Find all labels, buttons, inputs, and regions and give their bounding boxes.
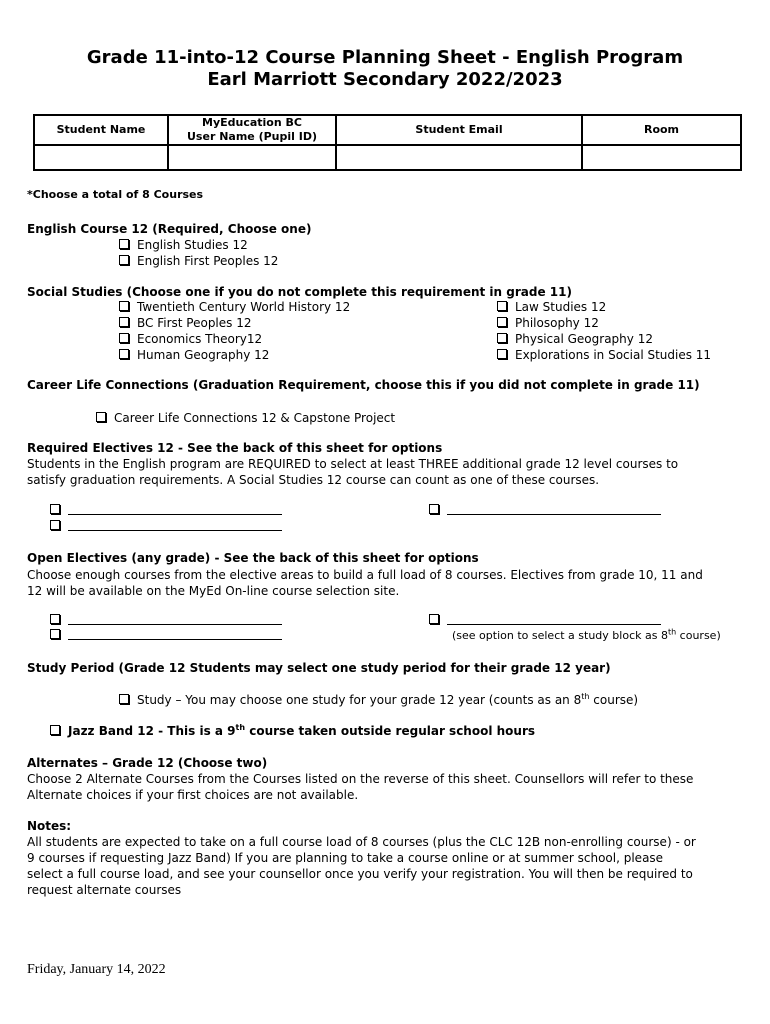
study-option-text-end: course) [589, 693, 639, 707]
checkbox-icon[interactable] [429, 504, 439, 514]
notes-text: select a full course load, and see your counsellor once you verify your registration. You will then be required to [27, 867, 693, 881]
notes-text: request alternate courses [27, 883, 182, 897]
checkbox-option[interactable] [497, 299, 606, 315]
study-option-superscript: th [581, 692, 590, 701]
jazz-superscript: th [235, 723, 246, 732]
notes-heading: Notes: [27, 819, 72, 833]
checkbox-icon[interactable] [96, 412, 106, 422]
open-electives-heading: Open Electives (any grade) - See the back of this sheet for options [27, 551, 479, 565]
checkbox-option[interactable] [497, 315, 599, 331]
checkbox-icon[interactable] [119, 255, 129, 265]
required-electives-text: Students in the English program are REQUIRED to select at least THREE additional grade 12 level courses to [27, 457, 679, 471]
option-label: English Studies 12 [137, 238, 248, 252]
blank-line[interactable] [447, 623, 661, 625]
checkbox-option[interactable] [497, 347, 711, 363]
note-text-end: course) [676, 629, 721, 642]
checkbox-icon[interactable] [429, 614, 439, 624]
checkbox-icon[interactable] [50, 629, 60, 639]
checkbox-option[interactable] [119, 331, 262, 347]
option-label: Law Studies 12 [515, 300, 607, 314]
study-option-text: Study – You may choose one study for your grade 12 year (counts as an 8 [137, 693, 582, 707]
blank-line[interactable] [447, 513, 661, 515]
pupil-id-header-line2: User Name (Pupil ID) [187, 130, 317, 143]
blank-course-line[interactable] [50, 615, 282, 625]
option-label: Economics Theory12 [137, 332, 263, 346]
student-name-header: Student Name [34, 115, 168, 145]
study-block-note [452, 628, 721, 643]
checkbox-icon[interactable] [119, 333, 129, 343]
student-name-field[interactable] [34, 145, 168, 170]
checkbox-icon[interactable] [50, 725, 60, 735]
option-label: Physical Geography 12 [515, 332, 653, 346]
open-electives-text: 12 will be available on the MyEd On-line course selection site. [27, 584, 400, 598]
checkbox-icon[interactable] [50, 504, 60, 514]
blank-course-line[interactable] [50, 505, 282, 515]
note-superscript: th [667, 627, 677, 637]
pupil-id-field[interactable] [168, 145, 336, 170]
student-email-field[interactable] [336, 145, 582, 170]
checkbox-option[interactable] [119, 347, 269, 363]
checkbox-icon[interactable] [497, 333, 507, 343]
option-label: Twentieth Century World History 12 [137, 300, 351, 314]
open-electives-text: Choose enough courses from the elective areas to build a full load of 8 courses. Electives from grade 10, 11 and [27, 568, 703, 582]
checkbox-icon[interactable] [119, 239, 129, 249]
room-header: Room [582, 115, 741, 145]
alternates-text: Choose 2 Alternate Courses from the Courses listed on the reverse of this sheet. Counsellors will refer to these [27, 772, 694, 786]
blank-course-line[interactable] [429, 615, 661, 625]
required-electives-heading: Required Electives 12 - See the back of this sheet for options [27, 441, 443, 455]
social-studies-heading: Social Studies (Choose one if you do not complete this requirement in grade 11) [27, 285, 572, 299]
alternates-text: Alternate choices if your first choices are not available. [27, 788, 359, 802]
blank-line[interactable] [68, 513, 282, 515]
checkbox-option[interactable] [119, 299, 350, 315]
checkbox-icon[interactable] [50, 520, 60, 530]
checkbox-icon[interactable] [119, 349, 129, 359]
checkbox-option[interactable] [119, 237, 248, 253]
blank-line[interactable] [68, 529, 282, 531]
option-label: English First Peoples 12 [137, 254, 279, 268]
checkbox-icon[interactable] [119, 694, 129, 704]
checkbox-icon[interactable] [497, 349, 507, 359]
checkbox-icon[interactable] [50, 614, 60, 624]
checkbox-icon[interactable] [119, 301, 129, 311]
footer-date: Friday, January 14, 2022 [27, 962, 166, 977]
option-label: Human Geography 12 [137, 348, 270, 362]
option-label [137, 692, 638, 708]
option-label [68, 723, 535, 739]
checkbox-icon[interactable] [497, 317, 507, 327]
notes-text: All students are expected to take on a full course load of 8 courses (plus the CLC 12B non-enrolling course) - or [27, 835, 696, 849]
checkbox-option[interactable] [96, 410, 395, 426]
page-subtitle: Earl Marriott Secondary 2022/2023 [207, 69, 563, 90]
blank-course-line[interactable] [50, 521, 282, 531]
pupil-id-header [168, 115, 336, 145]
option-label: BC First Peoples 12 [137, 316, 252, 330]
notes-text: 9 courses if requesting Jazz Band) If you are planning to take a course online or at summer school, please [27, 851, 664, 865]
pupil-id-header-line1: MyEducation BC [202, 116, 302, 129]
checkbox-option[interactable] [119, 253, 278, 269]
student-email-header: Student Email [336, 115, 582, 145]
option-label: Career Life Connections 12 & Capstone Project [114, 411, 396, 425]
jazz-text-end: course taken outside regular school hours [245, 724, 536, 738]
page-title: Grade 11-into-12 Course Planning Sheet - English Program [86, 47, 684, 68]
blank-line[interactable] [68, 623, 282, 625]
choose-note: *Choose a total of 8 Courses [27, 188, 204, 201]
required-electives-text: satisfy graduation requirements. A Social Studies 12 course can count as one of these courses. [27, 473, 600, 487]
english-heading: English Course 12 (Required, Choose one) [27, 222, 312, 236]
study-period-heading: Study Period (Grade 12 Students may select one study period for their grade 12 year) [27, 661, 611, 675]
blank-course-line[interactable] [429, 505, 661, 515]
option-label: Philosophy 12 [515, 316, 599, 330]
jazz-band-option[interactable] [50, 723, 535, 739]
alternates-heading: Alternates – Grade 12 (Choose two) [27, 756, 268, 770]
blank-course-line[interactable] [50, 630, 282, 640]
student-info-table [33, 114, 742, 171]
checkbox-option[interactable] [119, 692, 638, 708]
jazz-text: Jazz Band 12 - This is a 9 [68, 724, 236, 738]
checkbox-icon[interactable] [119, 317, 129, 327]
checkbox-icon[interactable] [497, 301, 507, 311]
checkbox-option[interactable] [497, 331, 653, 347]
room-field[interactable] [582, 145, 741, 170]
career-heading: Career Life Connections (Graduation Requirement, choose this if you did not complete in grade 11) [27, 378, 700, 392]
blank-line[interactable] [68, 638, 282, 640]
option-label: Explorations in Social Studies 11 [515, 348, 712, 362]
note-text: (see option to select a study block as 8 [452, 629, 668, 642]
checkbox-option[interactable] [119, 315, 252, 331]
